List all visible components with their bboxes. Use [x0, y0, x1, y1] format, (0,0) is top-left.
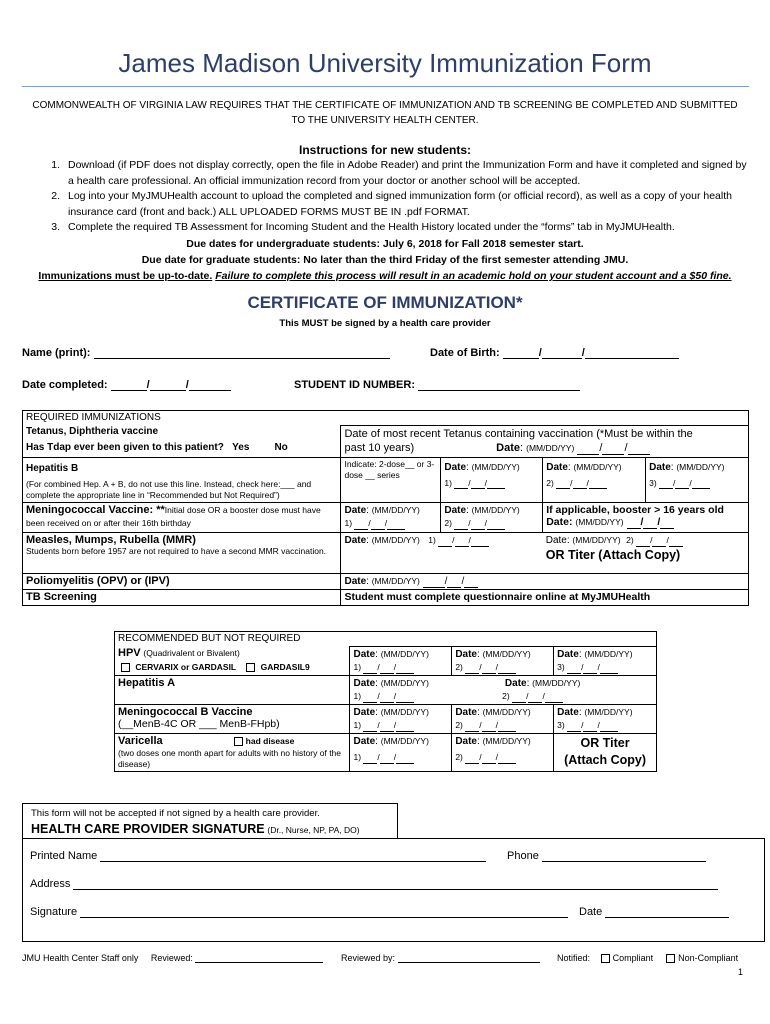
table-row: HPV (Quadrivalent or Bivalent) CERVARIX or GARDASIL GARDASIL9 Date: (MM/DD/YY) 1) / / Date: (MM/DD/YY) 2) / / Date: (MM/DD/YY) 3) / /: [115, 646, 657, 675]
booster-cell[interactable]: If applicable, booster > 16 years old Date: (MM/DD/YY) / /: [543, 502, 749, 532]
had-disease-checkbox[interactable]: [234, 737, 243, 746]
menb-date-1[interactable]: Date: (MM/DD/YY) 1) / /: [350, 704, 452, 733]
due-grad: Due date for graduate students: No later than the third Friday of the first semester attending JMU.: [141, 254, 629, 266]
tdap-yes[interactable]: Yes: [232, 441, 250, 453]
menb-date-2[interactable]: Date: (MM/DD/YY) 2) / /: [452, 704, 554, 733]
polio-date[interactable]: Date: (MM/DD/YY) / /: [341, 573, 749, 590]
instructions-list: [22, 158, 752, 236]
address-field[interactable]: Address: [30, 878, 718, 890]
tdap-no[interactable]: No: [274, 441, 288, 453]
page-number: 1: [738, 967, 744, 977]
phone-field[interactable]: Phone: [507, 850, 706, 862]
varicella-date-2[interactable]: Date: (MM/DD/YY) 2) / /: [452, 733, 554, 772]
mening-date-1[interactable]: Date: (MM/DD/YY) 1) / /: [341, 502, 441, 532]
table-row: Hepatitis A Date: (MM/DD/YY) Date: (MM/DD/YY) 1) / / 2) / /: [115, 675, 657, 704]
tetanus-date-cell[interactable]: Date of most recent Tetanus containing vaccination (*Must be within the past 10 years) Date: (MM/DD/YY) / /: [341, 425, 749, 458]
cervarix-checkbox[interactable]: [121, 663, 130, 672]
mmr-date-2[interactable]: Date: (MM/DD/YY) 2) / / OR Titer (Attach Copy): [543, 532, 749, 573]
date-completed-field[interactable]: Date completed: / /: [22, 379, 231, 391]
mmr-dates[interactable]: Date: (MM/DD/YY) 1) / /: [341, 532, 543, 573]
hepb-date-3[interactable]: Date: (MM/DD/YY) 3) / /: [646, 458, 749, 503]
hpv-date-1[interactable]: Date: (MM/DD/YY) 1) / /: [350, 646, 452, 675]
page-title: James Madison University Immunization Form: [118, 48, 652, 78]
printed-name-field[interactable]: Printed Name: [30, 850, 486, 862]
date-field[interactable]: Date: [579, 906, 729, 918]
compliant-checkbox[interactable]: [601, 954, 610, 963]
required-header: REQUIRED IMMUNIZATIONS: [23, 411, 749, 426]
name-field[interactable]: Name (print):: [22, 347, 390, 359]
table-row: Meningococcal B Vaccine (__MenB-4C OR ___ MenB-FHpb) Date: (MM/DD/YY) 1) / / Date: (MM/DD/YY) 2) / / Date: (MM/DD/YY) 3) / /: [115, 704, 657, 733]
due-undergrad: Due dates for undergraduate students: July 6, 2018 for Fall 2018 semester start.: [186, 238, 584, 250]
hepb-date-2[interactable]: Date: (MM/DD/YY) 2) / /: [543, 458, 646, 503]
table-row: [23, 411, 749, 426]
hpv-date-2[interactable]: Date: (MM/DD/YY) 2) / /: [452, 646, 554, 675]
menb-date-3[interactable]: Date: (MM/DD/YY) 3) / /: [554, 704, 657, 733]
student-id-field[interactable]: STUDENT ID NUMBER:: [294, 379, 580, 391]
table-row: Poliomyelitis (OPV) or (IPV) Date: (MM/DD/YY) / /: [23, 573, 749, 590]
table-row: Measles, Mumps, Rubella (MMR) Students born before 1957 are not required to have a second MMR vaccination. Date: (MM/DD/YY) 1) / / Date: (MM/DD/YY) 2) / / OR Titer (Attach Copy): [23, 532, 749, 573]
list-item: 2. Log into your MyJMUHealth account to upload the completed and signed immunization form (or official record), as well as a copy of your health insurance card (front and back.) ALL UPLOADED FORMS MUST BE IN .pdf FORMAT.: [51, 190, 732, 218]
hpv-date-3[interactable]: Date: (MM/DD/YY) 3) / /: [554, 646, 657, 675]
required-table: [22, 410, 749, 606]
list-item: 3. Complete the required TB Assessment for Incoming Student and the Health History located under the “forms” tab in MyJMUHealth.: [51, 221, 675, 233]
signature-field[interactable]: Signature: [30, 906, 568, 918]
menb-options[interactable]: (__MenB-4C OR ___ MenB-FHpb): [118, 718, 280, 730]
mening-date-2[interactable]: Date: (MM/DD/YY) 2) / /: [441, 502, 543, 532]
non-compliant-checkbox[interactable]: [666, 954, 675, 963]
varicella-titer[interactable]: OR Titer (Attach Copy): [554, 733, 657, 772]
law-notice: COMMONWEALTH OF VIRGINIA LAW REQUIRES THAT THE CERTIFICATE OF IMMUNIZATION AND TB SCREENING BE COMPLETED AND SUBMITTED TO THE UNIVERSITY HEALTH CENTER.: [32, 100, 738, 126]
table-row: [115, 632, 657, 647]
table-row: Tetanus, Diphtheria vaccine Has Tdap ever been given to this patient? Yes No Date of most recent Tetanus containing vaccination (*Must be within the past 10 years) Date: (MM/DD/YY) / /: [23, 425, 749, 458]
table-row: Meningococcal Vaccine: **Initial dose OR a booster dose must have been received on or after their 16th birthday Date: (MM/DD/YY) 1) / / Date: (MM/DD/YY) 2) / / If applicable, booster > 16 years old Date: (MM/DD/YY) / /: [23, 502, 749, 532]
hepa-dates[interactable]: Date: (MM/DD/YY) Date: (MM/DD/YY) 1) / / 2) / /: [350, 675, 657, 704]
recommended-header: RECOMMENDED BUT NOT REQUIRED: [115, 632, 657, 647]
instructions-heading: Instructions for new students:: [298, 143, 471, 157]
signature-notice-box: This form will not be accepted if not signed by a health care provider. HEALTH CARE PROVIDER SIGNATURE (Dr., Nurse, NP, PA, DO): [22, 803, 398, 838]
staff-footer: JMU Health Center Staff only Reviewed: Reviewed by: Notified: Compliant Non-Compliant: [22, 953, 739, 963]
hepb-series[interactable]: Indicate: 2-dose__ or 3-dose __ series: [341, 458, 441, 503]
certificate-heading: CERTIFICATE OF IMMUNIZATION*: [247, 293, 523, 312]
title-rule: [22, 86, 749, 87]
list-item: 1. Download (if PDF does not display correctly, open the file in Adobe Reader) and print the Immunization Form and have it completed and signed by a health care professional. An official immunization record from your doctor or another school will be accepted.: [51, 159, 747, 187]
varicella-date-1[interactable]: Date: (MM/DD/YY) 1) / /: [350, 733, 452, 772]
failure-notice: Immunizations must be up-to-date. Failure to complete this process will result in an academic hold on your student account and a $50 fine.: [38, 270, 732, 282]
table-row: Varicella had disease (two doses one month apart for adults with no history of the disease) Date: (MM/DD/YY) 1) / / Date: (MM/DD/YY) 2) / / OR Titer (Attach Copy): [115, 733, 657, 772]
hepb-date-1[interactable]: Date: (MM/DD/YY) 1) / /: [441, 458, 543, 503]
table-row: Hepatitis B (For combined Hep. A + B, do not use this line. Instead, check here:___ and complete the appropriate line in “Recommended but Not Required”) Indicate: 2-dose__ or 3-dose __ series Date: (MM/DD/YY) 1) / / Date: (MM/DD/YY) 2) / / Date: (MM/DD/YY) 3) / /: [23, 458, 749, 503]
table-row: TB Screening Student must complete questionnaire online at MyJMUHealth: [23, 590, 749, 606]
certificate-sub: This MUST be signed by a health care provider: [279, 318, 491, 329]
recommended-table: [114, 631, 657, 772]
gardasil9-checkbox[interactable]: [246, 663, 255, 672]
dob-field[interactable]: Date of Birth: / /: [430, 347, 679, 359]
